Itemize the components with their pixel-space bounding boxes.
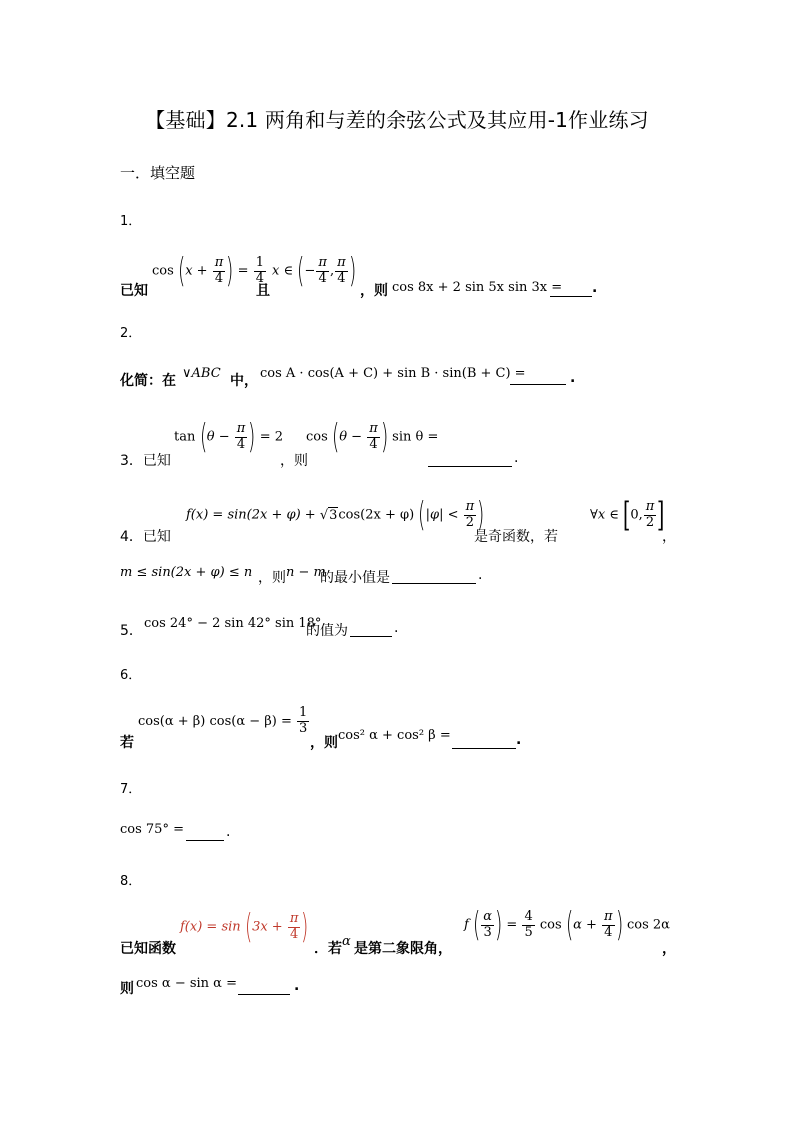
q4-inequality: m ≤ sin(2x + φ) ≤ n <box>120 565 253 580</box>
q8-condition: f ( $\frac{\alpha}{3}$ ) = $\frac{4}{5}$ cos (α + $\frac{\pi}{4}$ ) cos 2α <box>464 905 670 945</box>
question-8 <box>120 906 680 958</box>
question-5 <box>120 614 420 638</box>
q4-n-minus-m: n − m <box>286 565 326 580</box>
q6-end: . <box>516 732 522 748</box>
q4-prefix: 4．已知 <box>120 529 171 545</box>
q4-min-text: 的最小值是 <box>320 570 390 586</box>
q6-prefix: 若 <box>120 735 134 751</box>
q4-comma: ， <box>662 529 676 545</box>
q8-end: . <box>294 978 300 994</box>
q1-prefix: 已知 <box>120 283 148 299</box>
q8-comma: ， <box>662 941 676 957</box>
q3-then: ，则 <box>280 453 308 469</box>
q4-end: . <box>478 567 483 583</box>
question-4-line-2 <box>120 563 540 587</box>
q8-prefix: 已知函数 <box>120 941 176 957</box>
q8-function: f(x) = sin (3x + $\frac{\pi}{4}$ ) <box>180 907 309 947</box>
q2-prefix: 化简：在 <box>120 373 176 389</box>
q4-domain: ∀x ∈ [0, $\frac{\pi}{2}$ ] <box>590 495 665 535</box>
section-heading: 一．填空题 <box>120 164 196 182</box>
q5-suffix: 的值为 <box>306 623 348 639</box>
question-6-number: 6． <box>120 668 142 683</box>
q2-answer-blank[interactable] <box>510 372 566 385</box>
q8-expression: cos α − sin α = <box>136 976 237 991</box>
q1-end: . <box>592 280 598 296</box>
q1-expression: cos 8x + 2 sin 5x sin 3x = <box>392 280 563 295</box>
q7-answer-blank[interactable] <box>186 828 224 841</box>
q6-condition: cos(α + β) cos(α − β) = $\frac{1}{3}$ <box>138 705 308 736</box>
question-7-number: 7． <box>120 782 142 797</box>
question-4 <box>120 496 680 546</box>
q3-end: . <box>514 450 519 466</box>
q5-number: 5． <box>120 623 143 639</box>
q1-condition-2: x ∈ (− $\frac{\pi}{4}$ , $\frac{\pi}{4}$ ) <box>272 251 356 291</box>
question-2-number: 2． <box>120 326 142 341</box>
q7-expression: cos 75° = <box>120 822 184 837</box>
q6-answer-blank[interactable] <box>452 736 516 749</box>
q3-condition: tan (θ − $\frac{\pi}{4}$ ) = 2 <box>174 417 284 457</box>
q5-expression: cos 24° − 2 sin 42° sin 18° <box>144 616 322 631</box>
q1-then: ，则 <box>360 283 388 299</box>
q4-answer-blank[interactable] <box>392 571 476 584</box>
question-8-number: 8． <box>120 874 142 889</box>
q8-answer-blank[interactable] <box>238 982 290 995</box>
q4-odd-text: 是奇函数，若 <box>474 529 558 545</box>
question-6 <box>120 702 540 752</box>
q4-then: ，则 <box>258 570 286 586</box>
q4-function: f(x) = sin(2x + φ) + √3cos(2x + φ) (|φ| < $\frac{\pi}{2}$ ) <box>186 495 485 535</box>
q6-expression: cos² α + cos² β = <box>338 728 451 743</box>
q8-alpha: α <box>342 934 351 949</box>
q3-prefix: 3．已知 <box>120 453 171 469</box>
q3-answer-blank[interactable] <box>428 454 512 467</box>
question-1-number: 1． <box>120 214 142 229</box>
q2-triangle: ∨ABC <box>182 366 221 381</box>
q2-expression: cos A · cos(A + C) + sin B · sin(B + C) = <box>260 366 526 381</box>
question-8-line-2 <box>120 974 380 998</box>
q8-if: ．若 <box>314 941 342 957</box>
q8-quadrant-text: 是第二象限角， <box>354 941 452 957</box>
q1-and: 且 <box>256 283 270 299</box>
q5-answer-blank[interactable] <box>350 624 392 637</box>
q2-mid: 中， <box>230 373 258 389</box>
page-title: 【基础】2.1 两角和与差的余弦公式及其应用-1作业练习 <box>145 108 649 132</box>
q1-answer-blank[interactable] <box>550 284 592 297</box>
q7-end: . <box>226 824 231 840</box>
q3-expression: cos (θ − $\frac{\pi}{4}$ ) sin θ = <box>306 417 439 457</box>
q5-end: . <box>394 620 399 636</box>
question-7 <box>120 820 280 844</box>
q6-then: ，则 <box>310 735 338 751</box>
q2-end: . <box>570 370 576 386</box>
q8-then: 则 <box>120 981 134 997</box>
question-3 <box>120 418 540 468</box>
q1-condition-1: cos (x + $\frac{\pi}{4}$ ) = $\frac{1}{4}$ <box>152 251 264 291</box>
